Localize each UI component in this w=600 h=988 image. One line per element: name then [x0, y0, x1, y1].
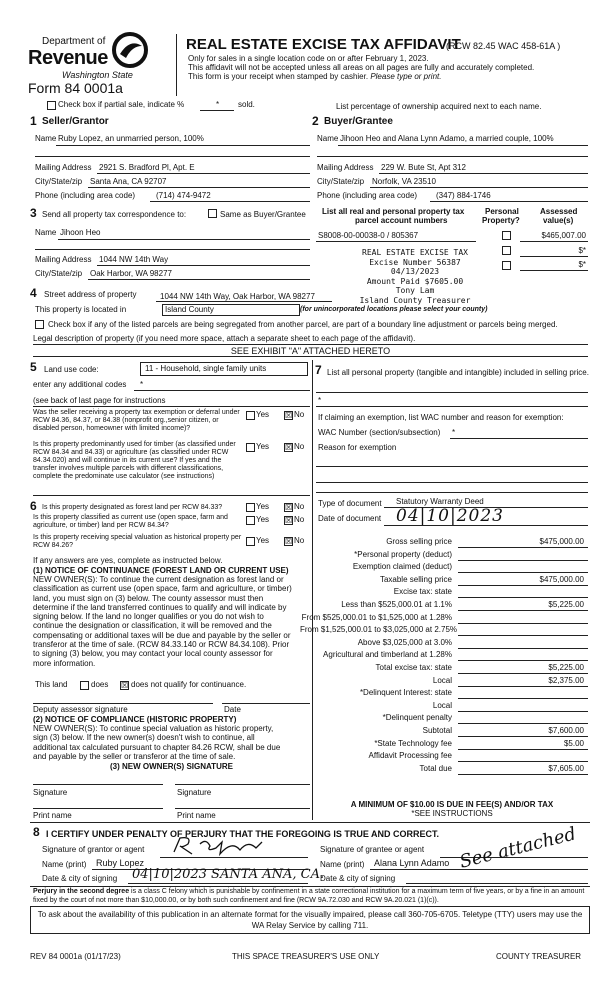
- personal-property-label: List all personal property (tangible and intangible) included in selling price.: [327, 368, 589, 377]
- grantee-date-label: Date & city of signing: [320, 874, 396, 883]
- exemption-no-label: No: [294, 410, 305, 419]
- does-not-label: does not qualify for continuance.: [131, 680, 247, 689]
- does-label: does: [91, 680, 109, 689]
- personal-property-field[interactable]: *: [318, 396, 322, 405]
- buyer-city-line: [370, 187, 588, 188]
- partial-sale-checkbox[interactable]: [47, 101, 56, 110]
- tax-row-label: From $1,525,000.01 to $3,025,000 at 2.75%: [300, 625, 458, 635]
- n2-line: and payable by the seller or transferor at the time of sale.: [33, 751, 236, 761]
- grantor-name-field[interactable]: Ruby Lopez: [96, 858, 145, 868]
- legal-description-label: Legal description of property (if you need more space, attach a separate sheet to each page of the affidavit).: [33, 334, 416, 343]
- current-use-no-label: No: [294, 515, 305, 524]
- buyer-name-line: [338, 145, 588, 146]
- section7-divider: [316, 492, 588, 493]
- tax-row-value[interactable]: $475,000.00: [539, 574, 584, 584]
- tax-row-label: *State Technology fee: [374, 738, 452, 748]
- tax-row-line: [458, 623, 588, 624]
- tax-row-line: [458, 585, 588, 586]
- tax-row-line: [458, 711, 588, 712]
- tax-row-value[interactable]: $7,605.00: [548, 763, 584, 773]
- assessed-line-3: [520, 270, 588, 271]
- notice-compliance-title: (2) NOTICE OF COMPLIANCE (HISTORIC PROPERTY): [33, 715, 237, 724]
- assessed-value-1[interactable]: $465,007.00: [541, 231, 586, 240]
- tax-row-label: Subtotal: [422, 726, 452, 735]
- n1-line: compensating or additional taxes will be due and payable by the seller or: [33, 630, 291, 640]
- stamp-line-2: Excise Number 56387: [369, 257, 461, 267]
- document-date-line: [384, 525, 588, 526]
- seller-phone-label: Phone (including area code): [35, 191, 136, 200]
- landuse-divider: [33, 406, 310, 407]
- stamp-line-4: Amount Paid $7605.00: [366, 276, 464, 286]
- form-rcw: (RCW 82.45 WAC 458-61A ): [446, 41, 561, 51]
- reason-line-1: [316, 466, 588, 467]
- buyer-name-field[interactable]: Jihoon Heo and Alana Lynn Adamo, a married couple, 100%: [340, 134, 554, 143]
- tax-row-line: [458, 698, 588, 699]
- form-title: REAL ESTATE EXCISE TAX AFFIDAVIT: [186, 36, 461, 53]
- certify-statement: I CERTIFY UNDER PENALTY OF PERJURY THAT THE FOREGOING IS TRUE AND CORRECT.: [46, 829, 440, 839]
- document-type-field[interactable]: Statutory Warranty Deed: [396, 497, 484, 506]
- seller-heading: Seller/Grantor: [42, 116, 109, 127]
- exemption-reason-label: Reason for exemption: [318, 443, 397, 452]
- wac-claim-label: If claiming an exemption, list WAC number and reason for exemption:: [318, 413, 564, 422]
- n1-line: transferor at the time of sale. (RCW 84.33.140 or RCW 84.34.108). Prior: [33, 640, 290, 650]
- grantee-name-label: Name (print): [320, 860, 365, 869]
- tax-row-label: Local: [432, 700, 452, 710]
- correspondence-address-label: Mailing Address: [35, 255, 92, 264]
- buyer-phone-field[interactable]: (347) 884-1746: [436, 191, 491, 200]
- correspondence-address-line: [97, 265, 310, 266]
- buyer-phone-line: [430, 201, 588, 202]
- correspondence-name-field[interactable]: Jihoon Heo: [60, 228, 101, 237]
- tax-row-line: [458, 560, 588, 561]
- new-owner-signature-label-1: Signature: [33, 788, 68, 797]
- grantee-signature-label: Signature of grantee or agent: [320, 845, 425, 854]
- perjury-notice: Perjury in the second degree is a class C felony which is punishable by confinement in a state correctional institution for a maximum term of five years, or by a fine in an amount fixed by the court of not more than $10,000.00, or by both such confinement and fine (RCW 9A.72.030 and RCW 9A.20.021 (1)(c)).: [33, 888, 585, 904]
- additional-codes-field[interactable]: *: [140, 380, 144, 389]
- grantor-signature-label: Signature of grantor or agent: [42, 845, 145, 854]
- grantee-signature-field[interactable]: See attached: [457, 823, 579, 873]
- certify-section-number: 8: [33, 825, 40, 839]
- segregate-label: Check box if any of the listed parcels are being segregated from another parcel, are part of a boundary line adjustment or parcels being merged.: [48, 320, 558, 329]
- grantee-date-line: [406, 883, 588, 884]
- street-address-line: [156, 301, 332, 302]
- legal-description-field[interactable]: SEE EXHIBIT "A" ATTACHED HERETO: [230, 346, 391, 356]
- grantor-date-field[interactable]: 04|10|2023 SANTA ANA, CA.: [132, 867, 325, 882]
- historic-yes-checkbox[interactable]: [246, 537, 255, 546]
- assessed-line-1: [520, 241, 588, 242]
- personal-property-line-1: [316, 392, 588, 393]
- tax-row-line: [458, 572, 588, 573]
- n1-line: continue the designation or classification, it will be removed and the: [33, 621, 272, 631]
- street-address-label: Street address of property: [44, 290, 137, 299]
- stamp-line-5: Tony Lam: [395, 286, 435, 295]
- new-owner-print-line-2: [175, 808, 310, 809]
- county-treasurer-label: COUNTY TREASURER: [496, 952, 582, 961]
- parcel-header-1: List all real and personal property tax: [322, 207, 465, 216]
- county-note: (for unincorporated locations please select your county): [300, 306, 488, 313]
- correspondence-city-field[interactable]: Oak Harbor, WA 98277: [90, 269, 172, 278]
- seller-section-number: 1: [30, 114, 37, 128]
- tax-row-value[interactable]: $5.00: [563, 738, 584, 748]
- buyer-address-line: [379, 173, 588, 174]
- tax-row-label: Total due: [419, 763, 452, 773]
- grantor-signature-line: [160, 857, 308, 858]
- tax-row-label: Agricultural and timberland at 1.28%: [323, 650, 452, 660]
- section5-divider: [33, 495, 310, 496]
- notice-continuance-title: (1) NOTICE OF CONTINUANCE (FOREST LAND OR CURRENT USE): [33, 566, 289, 575]
- new-owner-sig-line-2: [175, 784, 310, 785]
- ownership-note: List percentage of ownership acquired next to each name.: [336, 102, 542, 111]
- n1-line: determine if the land transferred continues to qualify and will indicate by: [33, 602, 287, 612]
- historic-no-label: No: [294, 536, 305, 545]
- landuse-section-number: 5: [30, 360, 37, 374]
- seller-name-line: [56, 145, 310, 146]
- document-date-label: Date of document: [318, 514, 382, 523]
- seller-city-label: City/State/zip: [35, 177, 83, 186]
- tax-row-value[interactable]: $5,225.00: [548, 600, 584, 609]
- correspondence-label: Send all property tax correspondence to:: [42, 210, 187, 219]
- assessed-line-2: [520, 256, 588, 257]
- personal-property-line-2: [316, 406, 588, 407]
- header-note-2: This affidavit will not be accepted unless all areas on all pages are fully and accurately completed.: [188, 63, 535, 72]
- notice-compliance-body: [33, 724, 280, 761]
- tax-row-value[interactable]: $7,600.00: [548, 726, 584, 735]
- tax-row-line: [458, 660, 588, 661]
- header-note-3: This form is your receipt when stamped by cashier. Please type or print.: [188, 72, 442, 81]
- tax-row-value[interactable]: $5,225.00: [548, 663, 584, 672]
- parcel-number-1[interactable]: S8008-00-00038-0 / 805367: [318, 231, 419, 240]
- deputy-date-line: [222, 703, 310, 704]
- dept-label: Department of: [42, 36, 106, 47]
- tax-row-label: Above $3,025,000 at 3.0%: [357, 637, 452, 647]
- tax-row-value[interactable]: $2,375.00: [548, 675, 584, 685]
- tax-row-line: [458, 749, 588, 750]
- buyer-address-label: Mailing Address: [317, 163, 374, 172]
- revision-label: REV 84 0001a (01/17/23): [30, 952, 121, 961]
- tax-row-line: [458, 673, 588, 674]
- personal-property-checkbox-3[interactable]: [502, 261, 511, 270]
- correspondence-address-field[interactable]: 1044 NW 14th Way: [99, 255, 169, 264]
- parcel-line-1: [316, 241, 476, 242]
- buyer-name-line-2: [317, 156, 588, 157]
- timber-question: Is this property predominantly used for timber (as classified under RCW 84.34 and 84.33) or agriculture (as classified under RCW 84.34.020) and will continue in its current use? If yes and the transfer involves multiple parcels with different classifications, complete the predominate use calculator (see instructions): [33, 441, 236, 480]
- grantee-name-field[interactable]: Alana Lynn Adamo: [374, 858, 450, 868]
- landuse-code-select[interactable]: 11 - Household, single family units: [140, 362, 308, 376]
- tax-row-label: Taxable selling price: [379, 574, 452, 584]
- personal-property-checkbox-1[interactable]: [502, 231, 511, 240]
- grantor-signature-drawing[interactable]: [170, 834, 280, 856]
- seller-phone-line: [150, 201, 310, 202]
- tax-row-label: *Delinquent Interest: state: [359, 688, 452, 698]
- tax-row-line: [458, 723, 588, 724]
- alternate-format-notice: To ask about the availability of this publication in an alternate format for the visually impaired, please call 360-705-6705. Teletype (TTY) users may use the WA Relay Service by calling 711.: [30, 906, 590, 934]
- grantee-name-line: [370, 869, 588, 870]
- tax-row-label: Less than $525,000.01 at 1.1%: [341, 600, 452, 609]
- this-land-label: This land: [35, 680, 68, 689]
- new-owner-signature-label-2: Signature: [177, 788, 212, 797]
- n1-line: signing below. If the land no longer qualifies or you do not wish to: [33, 612, 264, 622]
- located-in-label: This property is located in: [35, 305, 127, 314]
- timber-no-checkbox[interactable]: ☒: [285, 443, 293, 452]
- partial-sale-sold: sold.: [238, 100, 255, 109]
- exemption-yes-label: Yes: [256, 410, 270, 419]
- tax-row-line: [458, 547, 588, 548]
- grantor-name-label: Name (print): [42, 860, 87, 869]
- partial-sale-line: [200, 110, 234, 111]
- does-checkbox[interactable]: [80, 681, 89, 690]
- personal-property-checkbox-2[interactable]: [502, 246, 511, 255]
- treasurer-use-label: THIS SPACE TREASURER'S USE ONLY: [232, 952, 380, 961]
- document-type-label: Type of document: [318, 499, 382, 508]
- tax-row-line: [458, 736, 588, 737]
- correspondence-section-number: 3: [30, 206, 37, 220]
- grantor-date-label: Date & city of signing: [42, 874, 118, 883]
- additional-codes-line: [134, 390, 310, 391]
- parcel-header-2: parcel account numbers: [355, 216, 448, 225]
- treasurer-stamp: [340, 248, 490, 305]
- wac-number-field[interactable]: *: [452, 428, 456, 437]
- current-use-yes-checkbox[interactable]: [246, 516, 255, 525]
- additional-codes-label: enter any additional codes: [33, 380, 127, 389]
- buyer-address-field[interactable]: 229 W. Bute St, Apt 312: [381, 163, 466, 172]
- tax-row-label: *Delinquent penalty: [382, 713, 452, 723]
- county-select[interactable]: Island County: [162, 304, 300, 316]
- tax-row-line: [458, 761, 588, 762]
- header-note-1: Only for sales in a single location code on or after February 1, 2023.: [188, 54, 429, 63]
- seller-city-field[interactable]: Santa Ana, CA 92707: [90, 177, 167, 186]
- legal-line-2: [33, 356, 588, 357]
- correspondence-name-label: Name: [35, 228, 57, 237]
- form-number: Form 84 0001a: [28, 80, 123, 96]
- tax-row-line: [458, 597, 588, 598]
- deputy-date-label: Date: [224, 705, 241, 714]
- revenue-logo-text: Revenue: [28, 47, 108, 69]
- historic-yes-label: Yes: [256, 536, 270, 545]
- new-owner-sig-line-1: [33, 784, 163, 785]
- timber-no-label: No: [294, 442, 305, 451]
- tax-row-label: Excise tax: state: [393, 587, 452, 597]
- tax-row-line: [458, 774, 588, 775]
- forest-yes-label: Yes: [256, 502, 270, 511]
- new-owner-print-line-1: [33, 808, 163, 809]
- wac-number-label: WAC Number (section/subsection): [318, 428, 441, 437]
- seller-address-label: Mailing Address: [35, 163, 92, 172]
- deputy-label: Deputy assessor signature: [33, 705, 128, 714]
- forest-yes-checkbox[interactable]: [246, 503, 255, 512]
- landuse-label: Land use code:: [44, 365, 99, 374]
- seller-name-field[interactable]: Ruby Lopez, an unmarried person, 100%: [58, 134, 204, 143]
- stamp-line-1: REAL ESTATE EXCISE TAX: [362, 248, 468, 257]
- exemption-no-checkbox[interactable]: ☒: [285, 411, 293, 420]
- perjury-top-line: [30, 886, 590, 887]
- new-owner-print-label-1: Print name: [33, 811, 72, 820]
- section6-number: 6: [30, 499, 37, 513]
- current-use-yes-label: Yes: [256, 515, 270, 524]
- assessed-value-3[interactable]: $*: [578, 260, 586, 269]
- tax-row-value[interactable]: $475,000.00: [539, 537, 584, 546]
- parcel-header-assessed: Assessed: [540, 207, 578, 216]
- stamp-line-6: Island County Treasurer: [359, 295, 471, 305]
- reason-line-2: [316, 482, 588, 483]
- seller-address-line: [97, 173, 310, 174]
- same-as-buyer-checkbox[interactable]: [208, 209, 217, 218]
- n1-line: to signing (3) below, you may contact your local county assessor for: [33, 649, 273, 659]
- current-use-question: Is this property classified as current use (open space, farm and agriculture, or timber) land per RCW 84.34?: [33, 514, 228, 529]
- see-back-note: (see back of last page for instructions: [33, 396, 166, 405]
- does-not-checkbox[interactable]: ☒: [121, 681, 129, 690]
- exemption-yes-checkbox[interactable]: [246, 411, 255, 420]
- header-divider: [176, 34, 177, 96]
- notice-continuance-body: [33, 575, 292, 668]
- parcel-header-values: value(s): [543, 216, 574, 225]
- see-instructions-note: *SEE INSTRUCTIONS: [411, 809, 493, 818]
- historic-question: Is this property receiving special valuation as historical property per RCW 84.26?: [33, 534, 242, 549]
- wac-line: [450, 438, 588, 439]
- buyer-city-label: City/State/zip: [317, 177, 365, 186]
- current-use-no-checkbox[interactable]: ☒: [285, 516, 293, 525]
- property-section-number: 4: [30, 286, 37, 300]
- tax-row-label: Affidavit Processing fee: [368, 751, 452, 761]
- forest-no-checkbox[interactable]: ☒: [285, 503, 293, 512]
- legal-line-1: [33, 344, 588, 345]
- exemption-question: Was the seller receiving a property tax exemption or deferral under RCW 84.36, 84.37, or 84.38 (nonprofit org.,senior citizen, or disabled person, homeowner with limited income)?: [33, 409, 240, 432]
- forest-question: Is this property designated as forest land per RCW 84.33?: [42, 504, 223, 511]
- n1-line: more information.: [33, 658, 96, 668]
- tax-row-label: From $525,000.01 to $1,525,000 at 1.28%: [301, 612, 452, 622]
- tax-row-line: [458, 610, 588, 611]
- revenue-logo-icon: [112, 32, 148, 68]
- washington-state-label: Washington State: [62, 70, 133, 80]
- deputy-line: [33, 703, 213, 704]
- document-date-field[interactable]: 04|10|2023: [396, 506, 504, 526]
- seller-phone-field[interactable]: (714) 474-9472: [156, 191, 211, 200]
- stamp-line-3: 04/13/2023: [390, 267, 440, 276]
- timber-yes-label: Yes: [256, 442, 270, 451]
- section8-top-line: [30, 822, 590, 823]
- parcel-header-property: Property?: [482, 216, 520, 225]
- n1-line: classification as current use (open space, farm and agriculture, or timber): [33, 584, 292, 594]
- parcel-header-personal: Personal: [485, 207, 519, 216]
- partial-sale-label: Check box if partial sale, indicate %: [58, 100, 185, 109]
- timber-yes-checkbox[interactable]: [246, 443, 255, 452]
- buyer-phone-label: Phone (including area code): [317, 191, 418, 200]
- tax-row-line: [458, 635, 588, 636]
- tax-row-label: Local: [432, 675, 452, 685]
- segregate-checkbox[interactable]: [35, 320, 44, 329]
- n2-line: sign (3) below. If the new owner(s) doesn't wish to continue, all: [33, 733, 255, 743]
- buyer-section-number: 2: [312, 114, 319, 128]
- historic-no-checkbox[interactable]: ☒: [285, 537, 293, 546]
- forest-no-label: No: [294, 502, 305, 511]
- section7-number: 7: [315, 363, 322, 377]
- correspondence-name-line: [58, 239, 310, 240]
- correspondence-city-line: [88, 279, 310, 280]
- correspondence-city-label: City/State/zip: [35, 269, 83, 278]
- correspondence-name-line-2: [35, 249, 310, 250]
- tax-row-label: Exemption claimed (deduct): [352, 562, 452, 572]
- new-owner-print-label-2: Print name: [177, 811, 216, 820]
- buyer-name-label: Name: [317, 134, 339, 143]
- assessed-value-2[interactable]: $*: [578, 246, 586, 255]
- if-any-yes-note: If any answers are yes, complete as instructed below.: [33, 556, 223, 565]
- seller-name-line-2: [35, 156, 310, 157]
- seller-address-field[interactable]: 2921 S. Bradford Pl, Apt. E: [99, 163, 195, 172]
- n1-line: land, you must sign on (3) below. The county assessor must then: [33, 593, 264, 603]
- same-as-buyer-label: Same as Buyer/Grantee: [220, 210, 306, 219]
- n2-line: additional tax calculated pursuant to chapter 84.26 RCW, shall be due: [33, 742, 281, 752]
- buyer-heading: Buyer/Grantee: [324, 116, 393, 127]
- tax-row-label: Total excise tax: state: [375, 663, 452, 672]
- partial-sale-pct[interactable]: *: [216, 100, 220, 109]
- seller-city-line: [88, 187, 310, 188]
- minimum-due-note: A MINIMUM OF $10.00 IS DUE IN FEE(S) AND/OR TAX: [350, 800, 554, 809]
- new-owner-signature-title: (3) NEW OWNER(S) SIGNATURE: [110, 762, 233, 771]
- tax-row-label: Gross selling price: [386, 537, 452, 546]
- n2-line: NEW OWNER(S): To continue special valuation as historic property,: [33, 724, 274, 733]
- tax-row-line: [458, 648, 588, 649]
- tax-row-label: *Personal property (deduct): [354, 549, 452, 559]
- tax-row-line: [458, 686, 588, 687]
- grantor-date-line: [128, 883, 308, 884]
- seller-name-label: Name: [35, 134, 57, 143]
- n1-line: NEW OWNER(S): To continue the current designation as forest land or: [33, 575, 284, 584]
- street-address-field[interactable]: 1044 NW 14th Way, Oak Harbor, WA 98277: [160, 292, 315, 301]
- buyer-city-field[interactable]: Norfolk, VA 23510: [372, 177, 436, 186]
